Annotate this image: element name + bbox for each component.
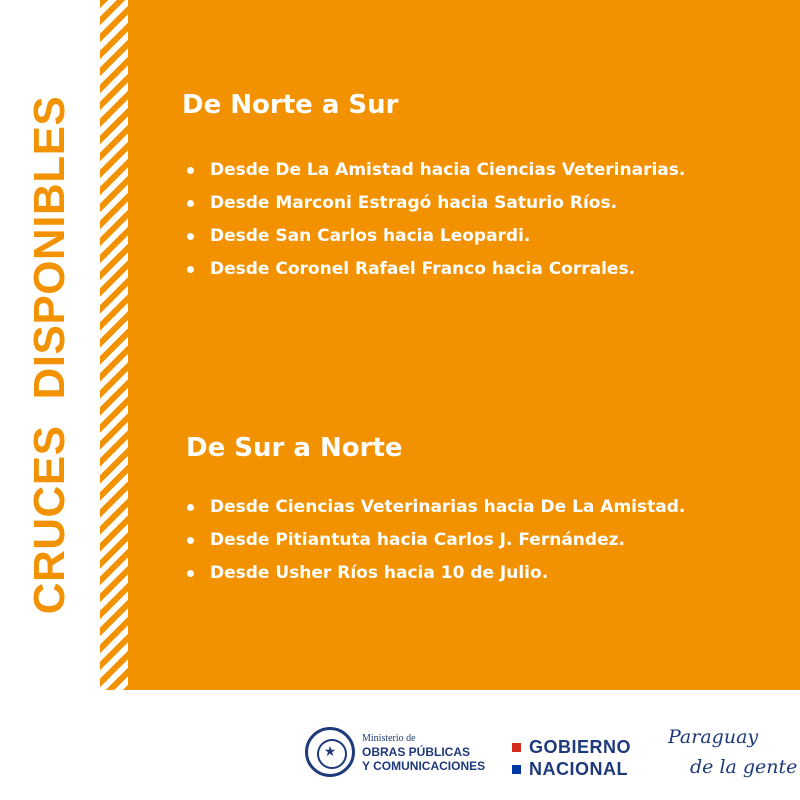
vertical-title: [25, 96, 75, 615]
list-item: Desde Usher Ríos hacia 10 de Julio.: [182, 557, 685, 590]
list-sur-norte: [182, 491, 685, 590]
vertical-title-word-2: DISPONIBLES: [25, 95, 74, 400]
diagonal-stripe-divider: [100, 0, 128, 690]
flag-red-square-icon: [512, 743, 521, 752]
list-item: Desde De La Amistad hacia Ciencias Veterinarias.: [182, 154, 685, 187]
side-title-band: [0, 0, 100, 690]
ministry-line-2: OBRAS PÚBLICAS: [362, 745, 471, 759]
gobierno-nacional-logo: [512, 736, 631, 780]
gobierno-line-2: NACIONAL: [529, 758, 628, 779]
list-item: Desde Ciencias Veterinarias hacia De La Amistad.: [182, 491, 685, 524]
paraguay-de-la-gente-logo: [668, 722, 797, 782]
section-title-sur-norte: De Sur a Norte: [186, 433, 403, 463]
brand-line-2: de la gente: [690, 756, 798, 778]
list-item: Desde San Carlos hacia Leopardi.: [182, 220, 685, 253]
gobierno-line-1: GOBIERNO: [529, 736, 632, 757]
ministry-logo-text: [362, 733, 485, 773]
list-item: Desde Marconi Estragó hacia Saturio Ríos.: [182, 187, 685, 220]
section-title-norte-sur: De Norte a Sur: [182, 90, 399, 120]
ministry-line-1: Ministerio de: [362, 733, 416, 744]
vertical-title-word-1: CRUCES: [25, 425, 74, 615]
brand-line-1: Paraguay: [668, 726, 759, 748]
list-item: Desde Pitiantuta hacia Carlos J. Fernández.: [182, 524, 685, 557]
ministry-seal-icon: ★: [305, 727, 355, 777]
flag-blue-square-icon: [512, 765, 521, 774]
ministry-line-3: Y COMUNICACIONES: [362, 759, 486, 773]
list-item: Desde Coronel Rafael Franco hacia Corrales.: [182, 253, 685, 286]
content-panel: [128, 0, 800, 690]
list-norte-sur: [182, 154, 685, 286]
